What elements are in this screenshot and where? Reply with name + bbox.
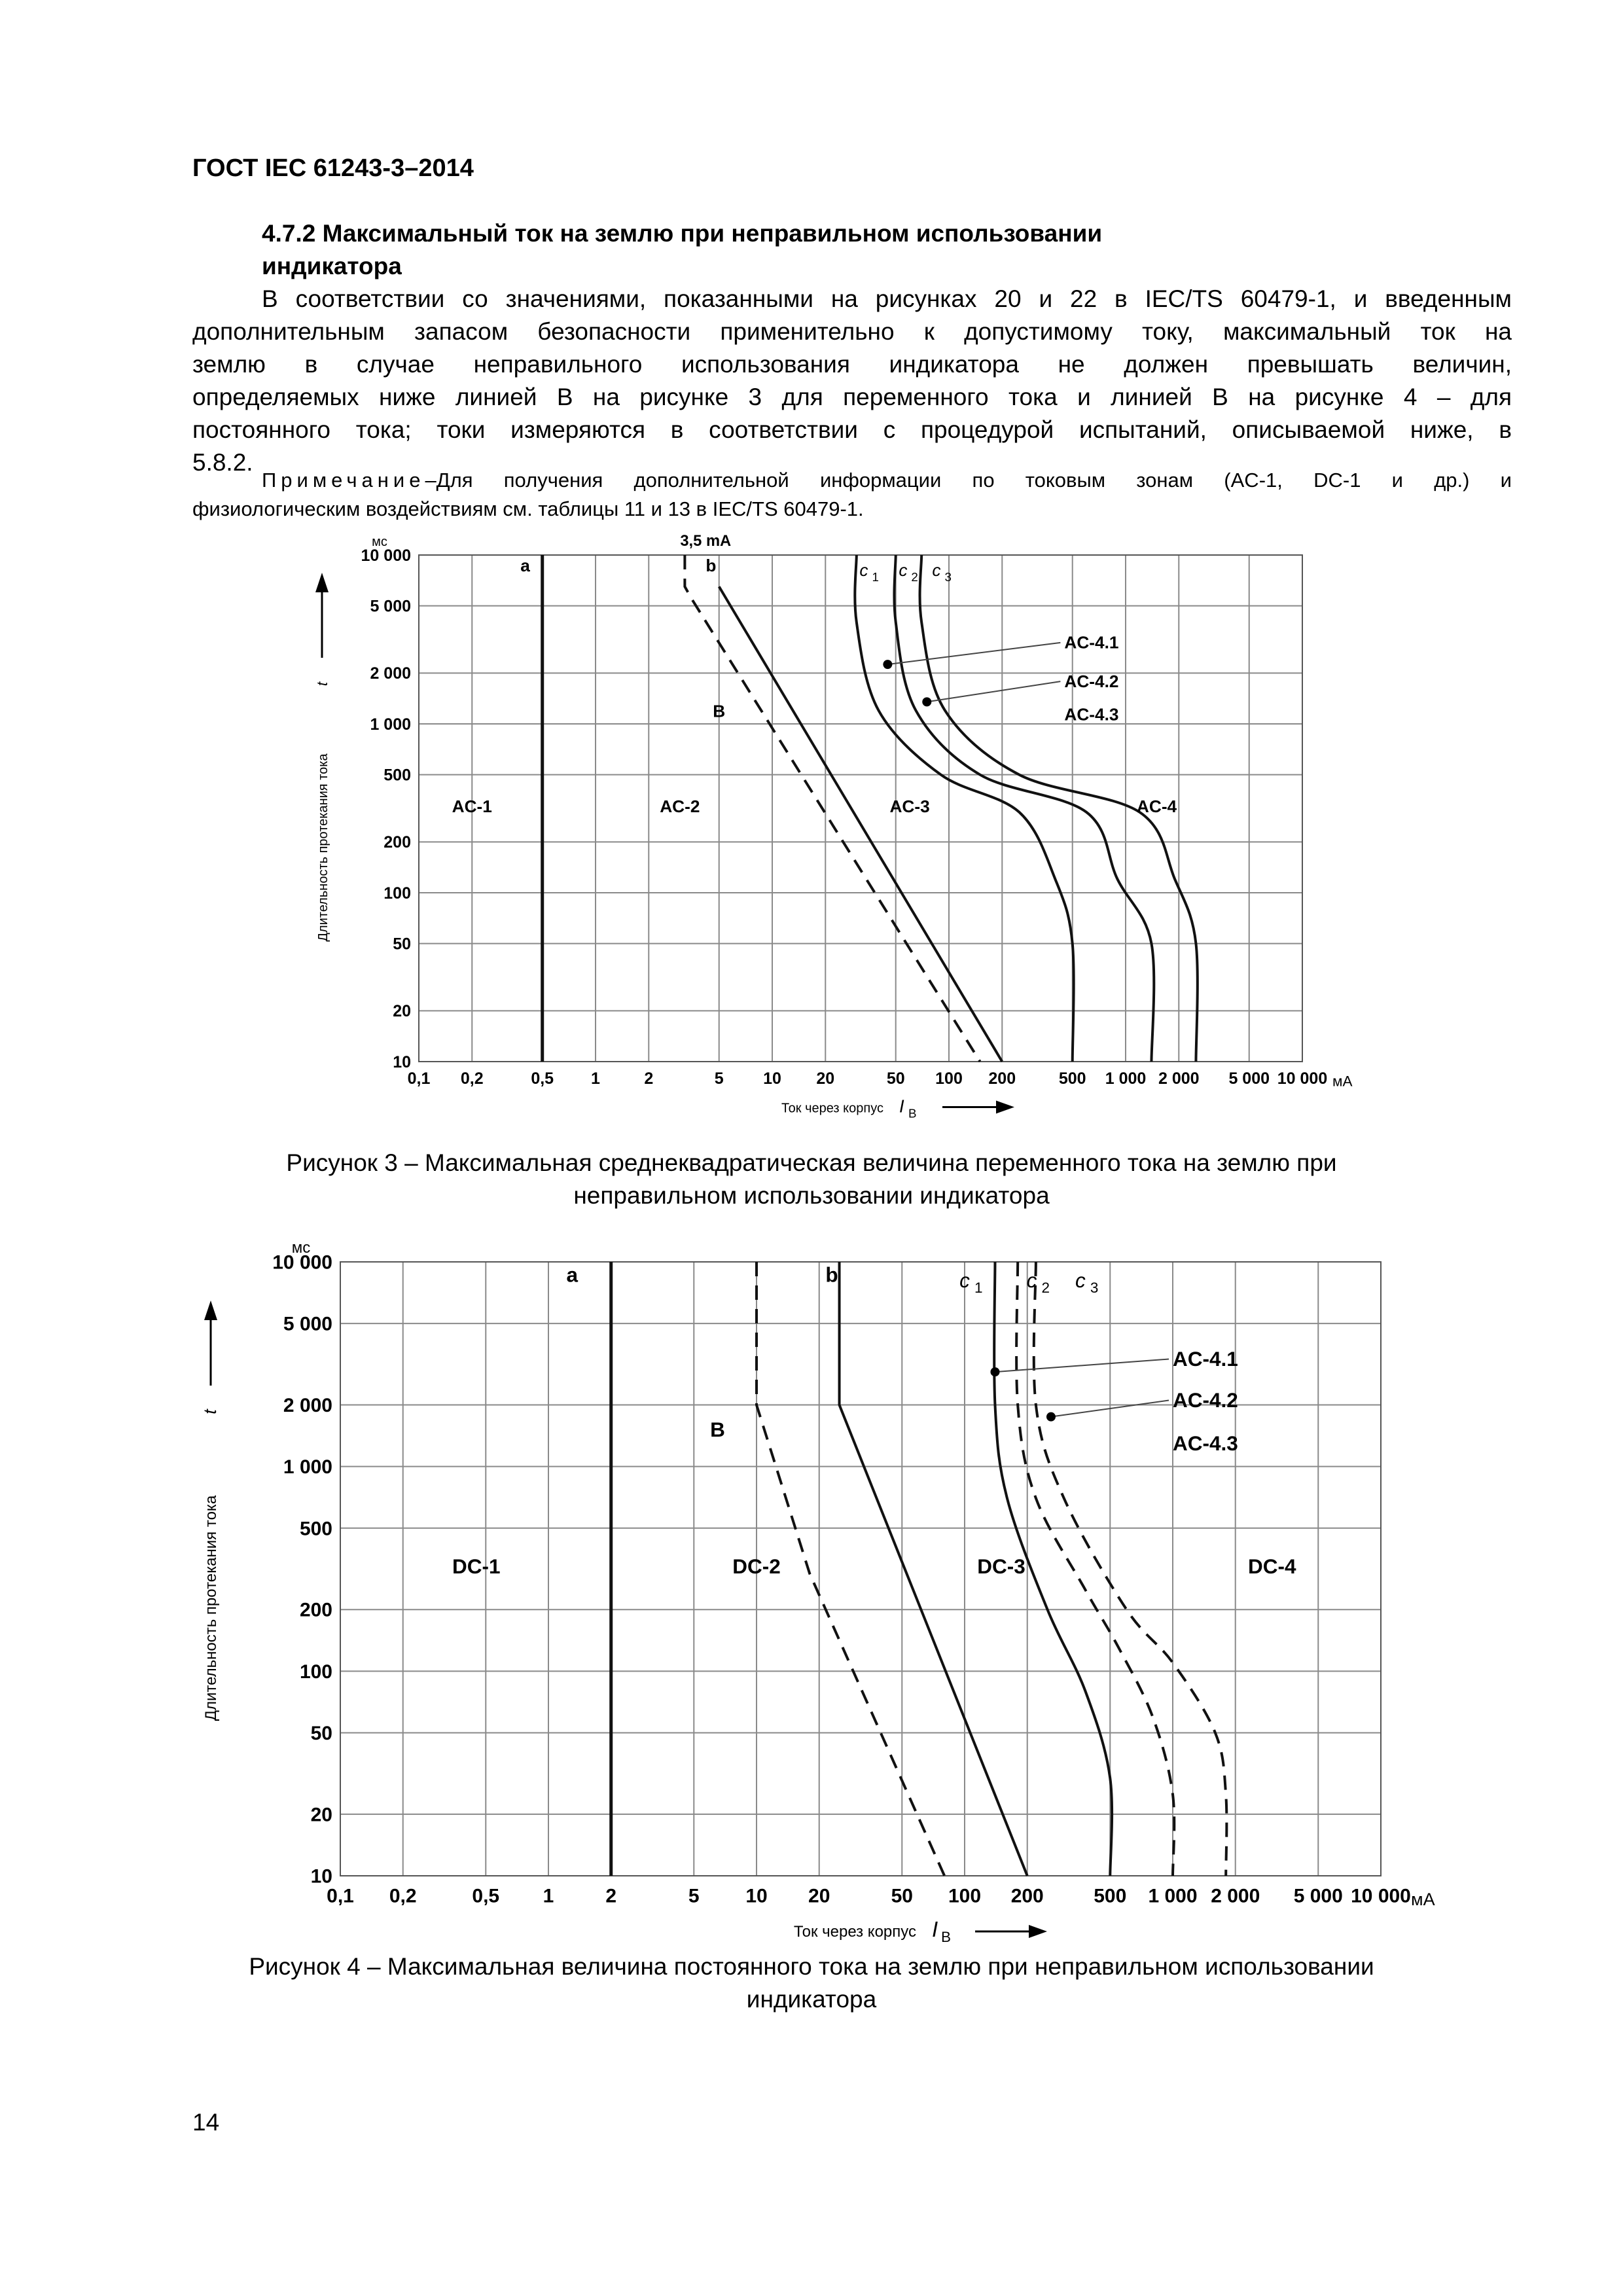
x-tick-label: 100 xyxy=(935,1069,963,1088)
x-tick-label: 200 xyxy=(1010,1885,1044,1907)
curve-label: c xyxy=(859,560,868,581)
y-axis-symbol: t xyxy=(200,1409,220,1414)
y-axis-arrow-head xyxy=(315,573,329,592)
y-tick-label: 50 xyxy=(310,1722,332,1744)
paragraph-line: определяемых ниже линией B на рисунке 3 для переменного тока и линией B на рисунке 4 – для xyxy=(192,384,1512,410)
x-tick-label: 5 xyxy=(714,1069,724,1088)
curve-label-subscript: 2 xyxy=(911,570,918,584)
callout-leader xyxy=(887,643,1060,664)
series-curve-c1 xyxy=(855,555,1073,1062)
y-tick-label: 1 000 xyxy=(283,1456,332,1479)
curve-label-subscript: 3 xyxy=(944,570,952,584)
x-tick-label: 10 000 xyxy=(1351,1885,1411,1907)
note-line-1-text: –Для получения дополнительной информации по токовым зонам (AC-1, DC-1 и др.) и xyxy=(425,469,1512,492)
figure-3-caption-line-2: неправильном использовании индикатора xyxy=(573,1182,1050,1209)
y-tick-label: 10 xyxy=(310,1865,332,1888)
y-tick-label: 10 000 xyxy=(272,1251,332,1274)
curve-label: a xyxy=(566,1263,578,1287)
x-tick-label: 10 xyxy=(763,1069,781,1088)
y-tick-label: 200 xyxy=(299,1599,332,1621)
zone-label: DC-1 xyxy=(452,1554,501,1579)
section-title-line-1: 4.7.2 Максимальный ток на землю при неправильном использовании xyxy=(262,220,1103,247)
callout-dot xyxy=(922,697,931,706)
note-block xyxy=(192,466,1512,524)
y-tick-label: 500 xyxy=(299,1518,332,1540)
x-tick-label: 1 xyxy=(543,1885,554,1907)
x-tick-label: 0,1 xyxy=(407,1069,431,1088)
x-tick-label: 500 xyxy=(1058,1069,1086,1088)
zone-label: DC-4 xyxy=(1247,1554,1296,1579)
y-tick-label: 100 xyxy=(383,884,411,903)
callout-dot xyxy=(883,660,892,669)
x-tick-label: 0,1 xyxy=(327,1885,354,1907)
figure-4-caption-line-2: индикатора xyxy=(746,1986,877,2013)
curve-label: c xyxy=(959,1268,970,1293)
y-tick-label: 20 xyxy=(310,1804,332,1826)
x-tick-label: 1 000 xyxy=(1148,1885,1198,1907)
x-unit-label: мА xyxy=(1411,1890,1435,1909)
x-tick-label: 0,2 xyxy=(460,1069,484,1088)
x-unit-label: мА xyxy=(1332,1073,1353,1090)
zone-label: AC-4 xyxy=(1136,796,1177,816)
curve-label: a xyxy=(520,556,530,576)
x-tick-label: 5 000 xyxy=(1293,1885,1343,1907)
series-curve-c2 xyxy=(1016,1262,1174,1876)
paragraph-line: постоянного тока; токи измеряются в соответствии с процедурой испытаний, описываемой ниже, в xyxy=(192,416,1512,443)
x-tick-label: 2 xyxy=(644,1069,654,1088)
y-tick-label: 200 xyxy=(383,833,411,852)
y-unit-label: мс xyxy=(291,1239,311,1257)
curve-label-subscript: 1 xyxy=(872,570,879,584)
x-tick-label: 20 xyxy=(816,1069,835,1088)
x-tick-label: 0,5 xyxy=(472,1885,500,1907)
figure-3-caption xyxy=(92,1147,1531,1212)
curve-label-subscript: 3 xyxy=(1090,1280,1099,1297)
section-title-line-2: индикатора xyxy=(262,253,402,279)
zone-label: DC-3 xyxy=(977,1554,1026,1579)
callout-leader xyxy=(995,1359,1169,1372)
x-axis-arrow-head xyxy=(996,1101,1014,1114)
figure-4-chart xyxy=(0,1217,1623,1957)
curve-label: b xyxy=(825,1263,838,1287)
y-tick-label: 5 000 xyxy=(283,1313,332,1335)
x-tick-label: 2 000 xyxy=(1158,1069,1200,1088)
x-axis-symbol: I xyxy=(932,1917,938,1941)
callout-label: AC-4.1 xyxy=(1064,632,1119,653)
zone-label: AC-1 xyxy=(452,796,492,816)
callout-label: AC-4.2 xyxy=(1064,671,1119,691)
x-tick-label: 200 xyxy=(988,1069,1016,1088)
x-axis-arrow-head xyxy=(1029,1925,1047,1938)
curve-label: c xyxy=(932,560,941,581)
x-tick-label: 1 xyxy=(591,1069,600,1088)
zone-label: DC-2 xyxy=(732,1554,781,1579)
x-axis-symbol: I xyxy=(899,1096,904,1117)
y-unit-label: мс xyxy=(372,535,387,549)
y-tick-label: 100 xyxy=(299,1660,332,1683)
callout-leader xyxy=(927,681,1060,702)
callout-label: AC-4.1 xyxy=(1173,1347,1238,1371)
curve-label-subscript: 2 xyxy=(1041,1280,1050,1297)
y-tick-label: 1 000 xyxy=(370,715,411,734)
callout-label: AC-4.3 xyxy=(1064,704,1119,725)
x-tick-label: 20 xyxy=(808,1885,830,1907)
curve-label: b xyxy=(705,556,717,576)
note-line-1 xyxy=(192,466,1512,495)
note-label: Примечание xyxy=(262,469,425,492)
curve-label: B xyxy=(710,1417,725,1441)
y-tick-label: 10 000 xyxy=(361,546,411,565)
callout-label: AC-4.2 xyxy=(1173,1388,1238,1412)
section-title xyxy=(262,217,1505,283)
y-tick-label: 10 xyxy=(393,1052,411,1071)
x-tick-label: 0,5 xyxy=(531,1069,554,1088)
y-axis-label: Длительность протекания тока xyxy=(202,1495,220,1721)
x-axis-label: Ток через корпус xyxy=(781,1101,883,1116)
callout-label: AC-4.3 xyxy=(1173,1431,1238,1455)
y-tick-label: 2 000 xyxy=(283,1395,332,1417)
paragraph-line: землю в случае неправильного использования индикатора не должен превышать величин, xyxy=(192,351,1512,378)
y-axis-symbol: t xyxy=(314,681,330,687)
top-annotation: 3,5 mA xyxy=(680,532,732,550)
body-paragraph xyxy=(192,283,1512,479)
figure-4-caption-line-1: Рисунок 4 – Максимальная величина постоянного тока на землю при неправильном использовании xyxy=(249,1953,1374,1980)
x-axis-symbol-subscript: B xyxy=(908,1106,917,1121)
curve-label: c xyxy=(899,560,908,581)
curve-label-subscript: 1 xyxy=(974,1280,983,1297)
zone-label: AC-3 xyxy=(889,796,930,816)
x-tick-label: 50 xyxy=(891,1885,913,1907)
x-tick-label: 100 xyxy=(948,1885,982,1907)
paragraph-line: 5.8.2. xyxy=(192,449,253,476)
y-tick-label: 500 xyxy=(383,766,411,785)
y-tick-label: 5 000 xyxy=(370,597,411,616)
y-tick-label: 20 xyxy=(393,1002,411,1021)
x-tick-label: 50 xyxy=(886,1069,905,1088)
curve-label: B xyxy=(713,701,726,721)
curve-label: c xyxy=(1026,1268,1037,1293)
callout-dot xyxy=(1046,1412,1056,1422)
series-curve-b xyxy=(719,586,1003,1062)
paragraph-line: В соответствии со значениями, показанными на рисунках 20 и 22 в IEC/TS 60479-1, и введенным xyxy=(262,285,1512,312)
paragraph-line: дополнительным запасом безопасности применительно к допустимому току, максимальный ток на xyxy=(192,318,1512,345)
x-tick-label: 5 xyxy=(688,1885,700,1907)
series-curve-B xyxy=(685,555,980,1062)
x-tick-label: 0,2 xyxy=(389,1885,417,1907)
x-tick-label: 10 xyxy=(745,1885,768,1907)
document-header: ГОСТ IEC 61243-3–2014 xyxy=(192,154,474,182)
figure-4-caption xyxy=(92,1950,1531,2016)
x-tick-label: 10 000 xyxy=(1277,1069,1328,1088)
x-tick-label: 500 xyxy=(1094,1885,1127,1907)
figure-3-caption-line-1: Рисунок 3 – Максимальная среднеквадратическая величина переменного тока на землю при xyxy=(286,1149,1337,1176)
x-tick-label: 5 000 xyxy=(1228,1069,1270,1088)
x-tick-label: 2 xyxy=(605,1885,617,1907)
zone-label: AC-2 xyxy=(660,796,700,816)
x-tick-label: 2 000 xyxy=(1211,1885,1260,1907)
curve-label: c xyxy=(1075,1268,1086,1293)
y-tick-label: 50 xyxy=(393,935,411,954)
y-axis-label: Длительность протекания тока xyxy=(316,753,330,942)
x-axis-symbol-subscript: B xyxy=(941,1929,952,1945)
y-axis-arrow-head xyxy=(204,1300,217,1320)
note-line-2: физиологическим воздействиям см. таблицы 11 и 13 в IEC/TS 60479-1. xyxy=(192,497,864,520)
y-tick-label: 2 000 xyxy=(370,664,411,683)
figure-3-chart xyxy=(0,524,1623,1152)
callout-dot xyxy=(990,1367,999,1376)
x-tick-label: 1 000 xyxy=(1105,1069,1147,1088)
x-axis-label: Ток через корпус xyxy=(793,1923,916,1941)
page-number: 14 xyxy=(192,2109,220,2136)
series-curve-B xyxy=(757,1262,944,1876)
